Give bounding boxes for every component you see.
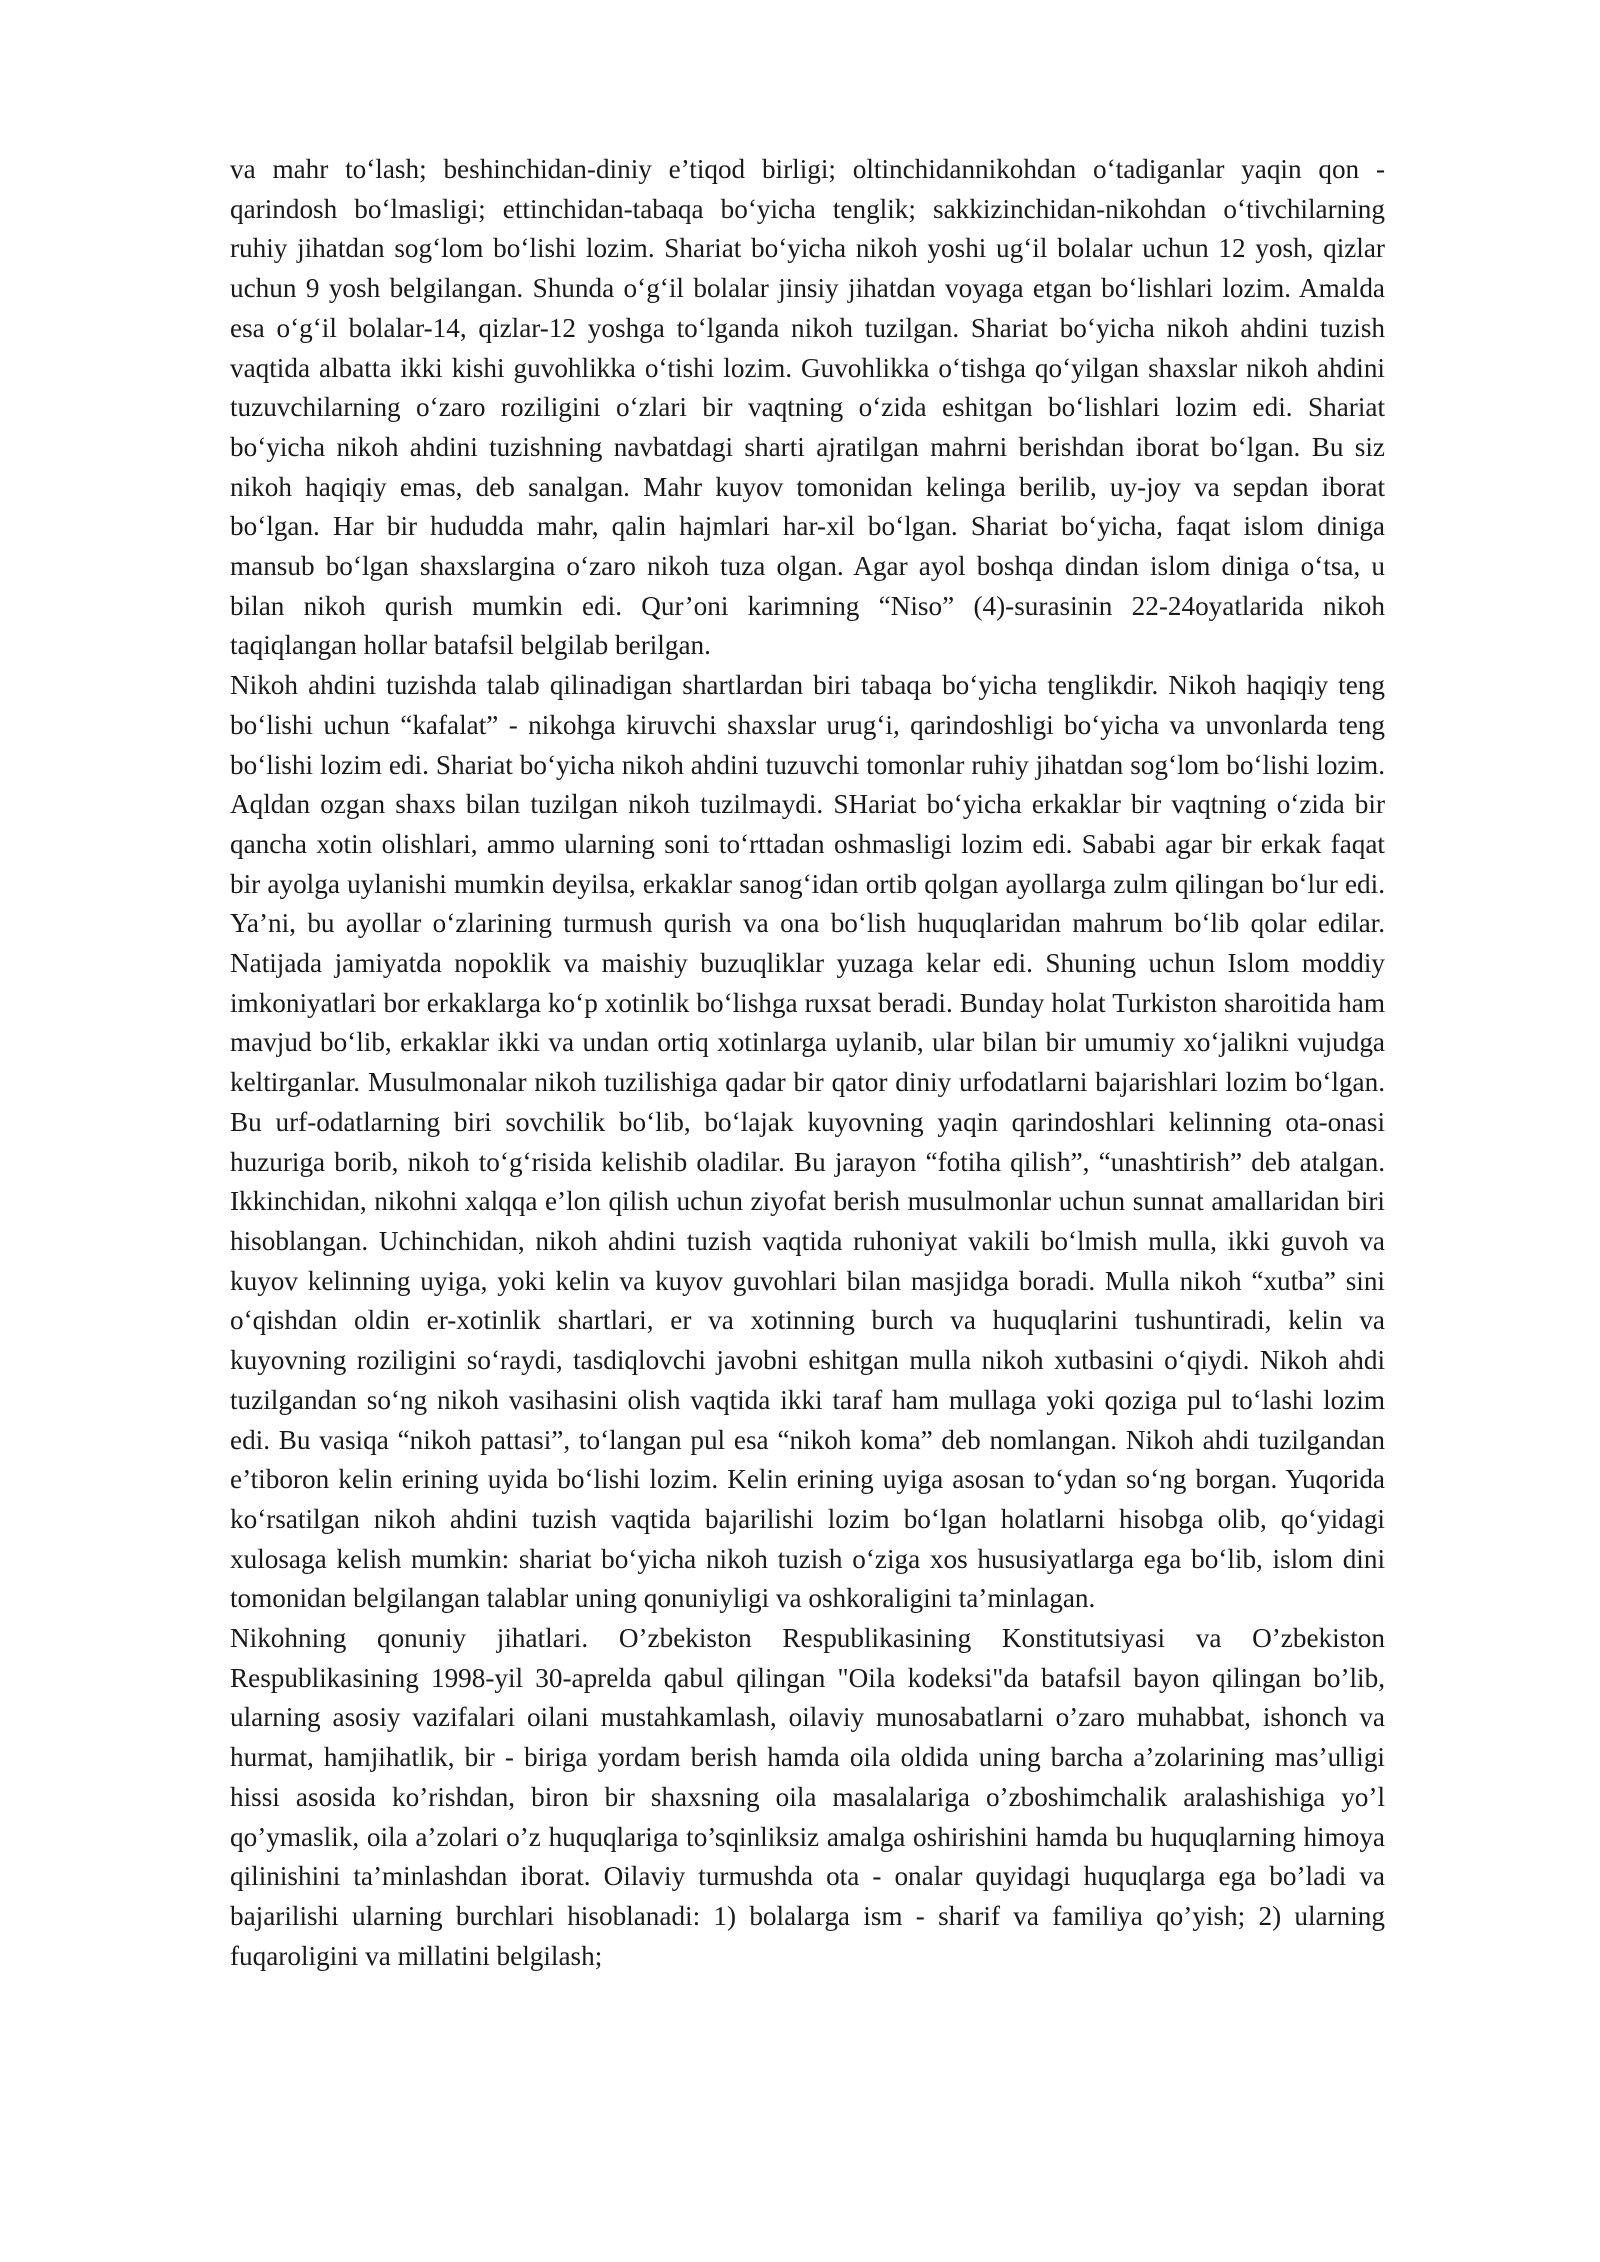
paragraph-legal-aspects: Nikohning qonuniy jihatlari. O’zbekiston Respublikasining Konstitutsiyasi va O’zbekiston Respublikasining 1998-yil 30-aprelda qabul qilingan "Oila kodeksi"da batafsil bayon qilingan bo’lib, ularning asosiy vazifalari oilani mustahkamlash, oilaviy munosabatlarni o’zaro muhabbat, ishonch va hurmat, hamjihatlik, bir - biriga yordam berish hamda oila oldida uning barcha a’zolarining mas’ulligi hissi asosida ko’rishdan, biron bir shaxsning oila masalalariga o’zboshimchalik aralashishiga yo’l qo’ymaslik, oila a’zolari o’z huquqlariga to’sqinliksiz amalga oshirishini hamda bu huquqlarning himoya qilinishini ta’minlashdan iborat. Oilaviy turmushda ota - onalar quyidagi huquqlarga ega bo’ladi va bajarilishi ularning burchlari hisoblanadi: 1) bolalarga ism - sharif va familiya qo’yish; 2) ularning fuqaroligini va millatini belgilash; xyxy=(230,1623,1385,1971)
paragraph-tabaqa-equality: Nikoh ahdini tuzishda talab qilinadigan shartlardan biri tabaqa bo‘yicha tenglikdir. Nikoh haqiqiy teng bo‘lishi uchun “kafalat” - nikohga kiruvchi shaxslar urug‘i, qarindoshligi bo‘yicha va unvonlarda teng bo‘lishi lozim edi. Shariat bo‘yicha nikoh ahdini tuzuvchi tomonlar ruhiy jihatdan sog‘lom bo‘lishi lozim. Aqldan ozgan shaxs bilan tuzilgan nikoh tuzilmaydi. SHariat bo‘yicha erkaklar bir vaqtning o‘zida bir qancha xotin olishlari, ammo ularning soni to‘rttadan oshmasligi lozim edi. Sababi agar bir erkak faqat bir ayolga uylanishi mumkin deyilsa, erkaklar sanog‘idan ortib qolgan ayollarga zulm qilingan bo‘lur edi. Ya’ni, bu ayollar o‘zlarining turmush qurish va ona bo‘lish huquqlaridan mahrum bo‘lib qolar edilar. Natijada jamiyatda nopoklik va maishiy buzuqliklar yuzaga kelar edi. Shuning uchun Islom moddiy imkoniyatlari bor erkaklarga ko‘p xotinlik bo‘lishga ruxsat beradi. Bunday holat Turkiston sharoitida ham mavjud bo‘lib, erkaklar ikki va undan ortiq xotinlarga uylanib, ular bilan bir umumiy xo‘jalikni vujudga keltirganlar. Musulmonalar nikoh tuzilishiga qadar bir qator diniy urfodatlarni bajarishlari lozim bo‘lgan. Bu urf-odatlarning biri sovchilik bo‘lib, bo‘lajak kuyovning yaqin qarindoshlari kelinning ota-onasi huzuriga borib, nikoh to‘g‘risida kelishib oladilar. Bu jarayon “fotiha qilish”, “unashtirish” deb atalgan. Ikkinchidan, nikohni xalqqa e’lon qilish uchun ziyofat berish musulmonlar uchun sunnat amallaridan biri hisoblangan. Uchinchidan, nikoh ahdini tuzish vaqtida ruhoniyat vakili bo‘lmish mulla, ikki guvoh va kuyov kelinning uyiga, yoki kelin va kuyov guvohlari bilan masjidga boradi. Mulla nikoh “xutba” sini o‘qishdan oldin er-xotinlik shartlari, er va xotinning burch va huquqlarini tushuntiradi, kelin va kuyovning roziligini so‘raydi, tasdiqlovchi javobni eshitgan mulla nikoh xutbasini o‘qiydi. Nikoh ahdi tuzilgandan so‘ng nikoh vasihasini olish vaqtida ikki taraf ham mullaga yoki qoziga pul to‘lashi lozim edi. Bu vasiqa “nikoh pattasi”, to‘langan pul esa “nikoh koma” deb nomlangan. Nikoh ahdi tuzilgandan e’tiboron kelin erining uyida bo‘lishi lozim. Kelin erining uyiga asosan to‘ydan so‘ng borgan. Yuqorida ko‘rsatilgan nikoh ahdini tuzish vaqtida bajarilishi lozim bo‘lgan holatlarni hisobga olib, qo‘yidagi xulosaga kelish mumkin: shariat bo‘yicha nikoh tuzish o‘ziga xos hususiyatlarga ega bo‘lib, islom dini tomonidan belgilangan talablar uning qonuniyligi va oshkoraligini ta’minlagan. xyxy=(230,670,1385,1614)
paragraph-shariat-conditions: va mahr to‘lash; beshinchidan-diniy e’tiqod birligi; oltinchidannikohdan o‘tadiganlar yaqin qon - qarindosh bo‘lmasligi; ettinchidan-tabaqa bo‘yicha tenglik; sakkizinchidan-nikohdan o‘tivchilarning ruhiy jihatdan sog‘lom bo‘lishi lozim. Shariat bo‘yicha nikoh yoshi ug‘il bolalar uchun 12 yosh, qizlar uchun 9 yosh belgilangan. Shunda o‘g‘il bolalar jinsiy jihatdan voyaga etgan bo‘lishlari lozim. Amalda esa o‘g‘il bolalar-14, qizlar-12 yoshga to‘lganda nikoh tuzilgan. Shariat bo‘yicha nikoh ahdini tuzish vaqtida albatta ikki kishi guvohlikka o‘tishi lozim. Guvohlikka o‘tishga qo‘yilgan shaxslar nikoh ahdini tuzuvchilarning o‘zaro roziligini o‘zlari bir vaqtning o‘zida eshitgan bo‘lishlari lozim edi. Shariat bo‘yicha nikoh ahdini tuzishning navbatdagi sharti ajratilgan mahrni berishdan iborat bo‘lgan. Bu siz nikoh haqiqiy emas, deb sanalgan. Mahr kuyov tomonidan kelinga berilib, uy-joy va sepdan iborat bo‘lgan. Har bir hududda mahr, qalin hajmlari har-xil bo‘lgan. Shariat bo‘yicha, faqat islom diniga mansub bo‘lgan shaxslargina o‘zaro nikoh tuza olgan. Agar ayol boshqa dindan islom diniga o‘tsa, u bilan nikoh qurish mumkin edi. Qur’oni karimning “Niso” (4)-surasinin 22-24oyatlarida nikoh taqiqlangan hollar batafsil belgilab berilgan. xyxy=(230,154,1385,661)
document-page xyxy=(230,150,1385,1976)
